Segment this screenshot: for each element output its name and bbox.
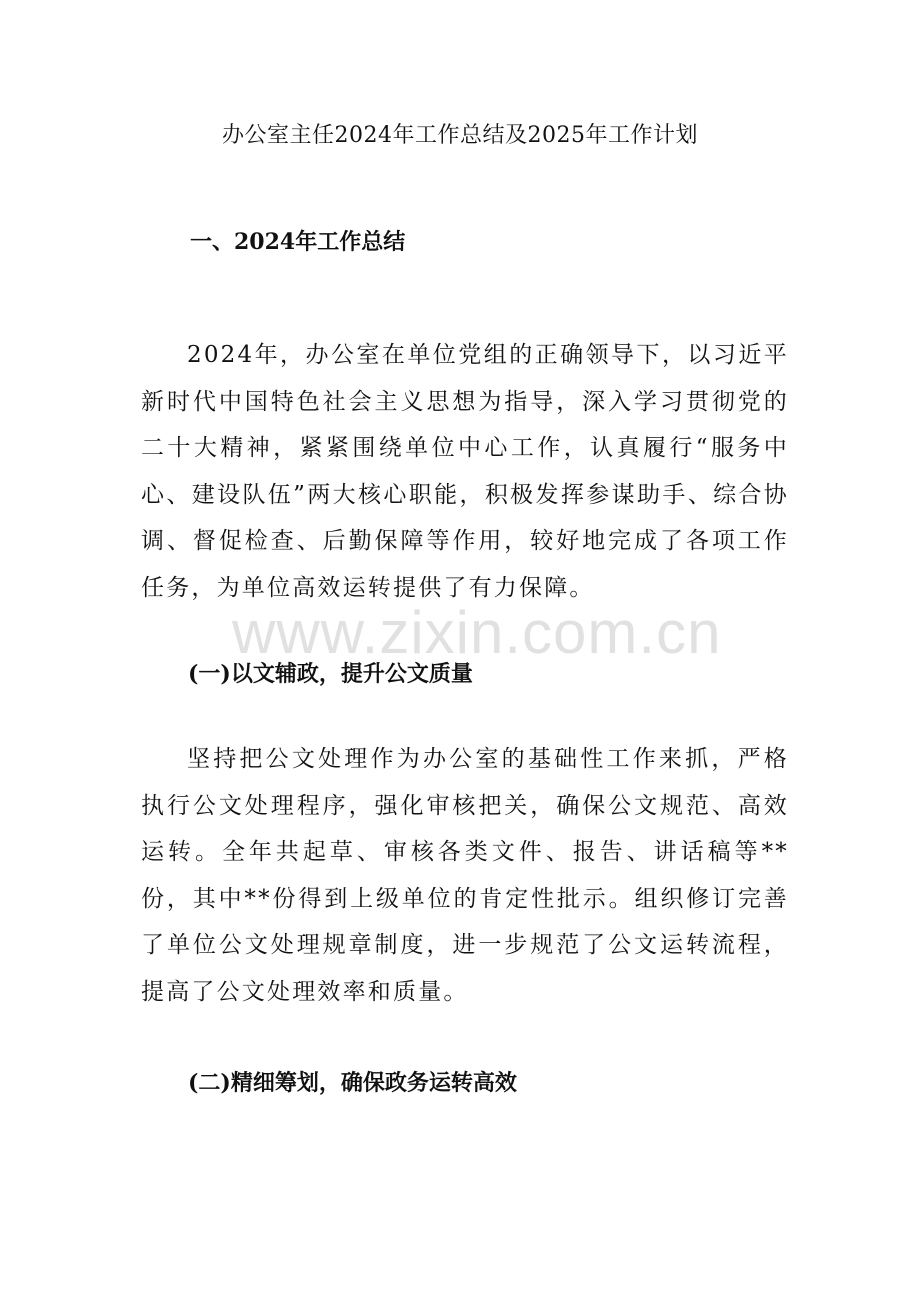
sub-heading-documents: (一)以文辅政，提升公文质量 bbox=[188, 661, 473, 687]
paragraph-documents: 坚持把公文处理作为办公室的基础性工作来抓，严格执行公文处理程序，强化审核把关，确保公文规范、高效运转。全年共起草、审核各类文件、报告、讲话稿等**份，其中**份得到上级单位的肯定性批示。组织修订完善了单位公文处理规章制度，进一步规范了公文运转流程，提高了公文处理效率和质量。 bbox=[141, 746, 789, 1005]
paragraph-intro: 2024年，办公室在单位党组的正确领导下，以习近平新时代中国特色社会主义思想为指导，深入学习贯彻党的二十大精神，紧紧围绕单位中心工作，认真履行“服务中心、建设队伍”两大核心职能，积极发挥参谋助手、综合协调、督促检查、后勤保障等作用，较好地完成了各项工作任务，为单位高效运转提供了有力保障。 bbox=[141, 342, 789, 601]
section-heading-summary: 一、2024年工作总结 bbox=[190, 229, 406, 255]
sub-heading-government-affairs: (二)精细筹划，确保政务运转高效 bbox=[188, 1070, 517, 1096]
document-title: 办公室主任2024年工作总结及2025年工作计划 bbox=[222, 123, 698, 148]
watermark: www.zixin.com.cn bbox=[232, 599, 722, 666]
